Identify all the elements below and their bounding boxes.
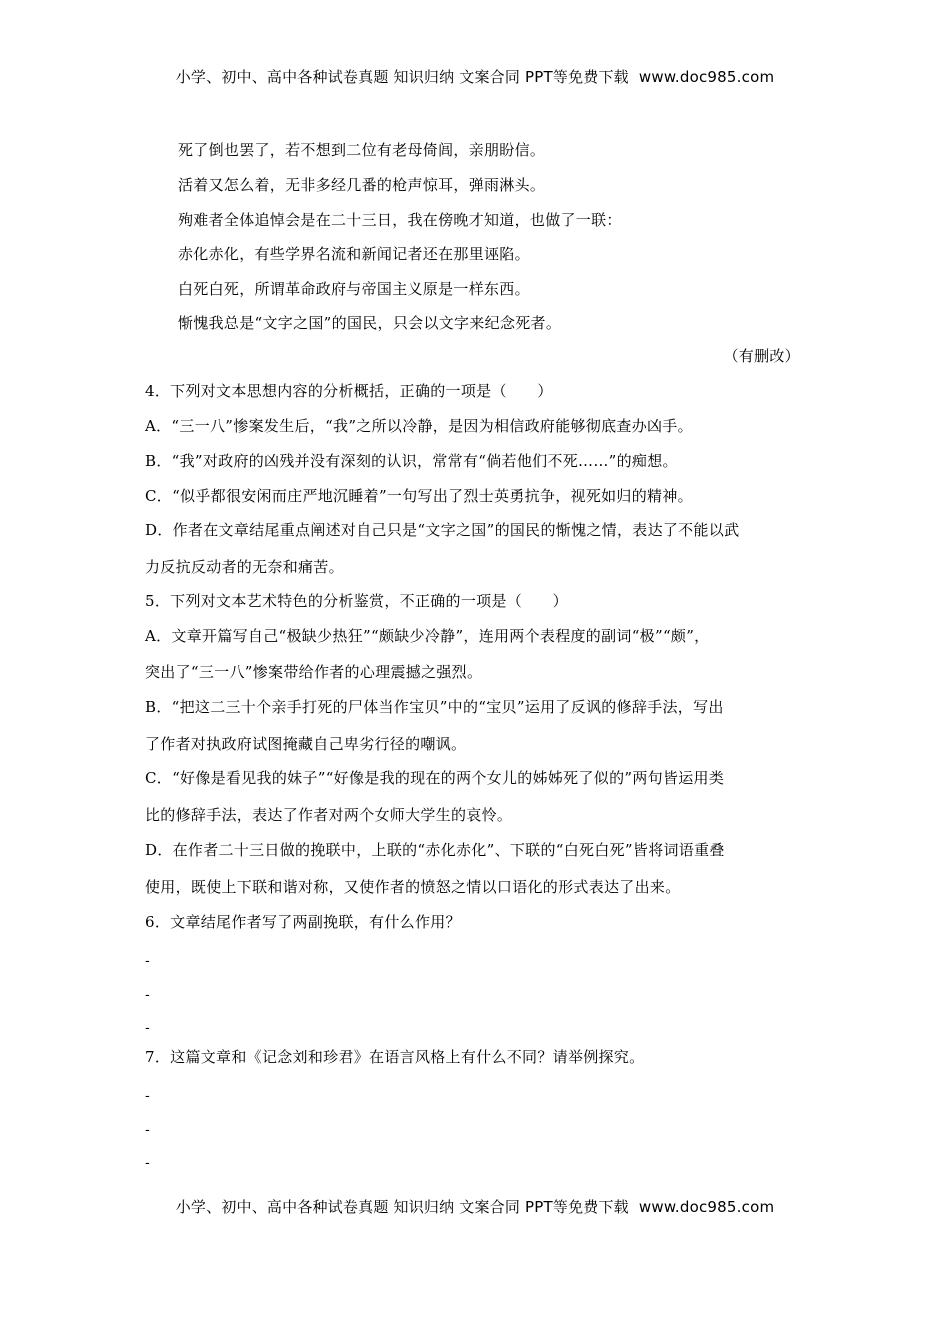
q6-answer-blank-2[interactable]: - — [145, 987, 151, 1003]
q5-option-a-line2: 突出了“三一八”惨案带给作者的心理震撼之强烈。 — [145, 663, 483, 681]
q4-stem: 4．下列对文本思想内容的分析概括，正确的一项是（ ） — [145, 382, 553, 400]
poem-line-6: 惭愧我总是“文字之国”的国民，只会以文字来纪念死者。 — [178, 314, 562, 332]
q4-option-b: B．“我”对政府的凶残并没有深刻的认识，常常有“倘若他们不死……”的痴想。 — [145, 452, 678, 470]
poem-line-4: 赤化赤化，有些学界名流和新闻记者还在那里诬陷。 — [178, 245, 530, 263]
q5-option-b-line1: B．“把这二三十个亲手打死的尸体当作宝贝”中的“宝贝”运用了反讽的修辞手法，写出 — [145, 698, 724, 716]
page-header — [0, 66, 950, 87]
footer-url[interactable]: www.doc985.com — [638, 1198, 775, 1216]
header-text: 小学、初中、高中各种试卷真题 知识归纳 文案合同 PPT等免费下载 — [175, 68, 629, 86]
q5-option-c-line2: 比的修辞手法，表达了作者对两个女师大学生的哀怜。 — [145, 806, 513, 824]
q5-option-d-line1: D．在作者二十三日做的挽联中，上联的“赤化赤化”、下联的“白死白死”皆将词语重叠 — [145, 841, 725, 859]
q5-option-b-line2: 了作者对执政府试图掩藏自己卑劣行径的嘲讽。 — [145, 735, 467, 753]
poem-line-2: 活着又怎么着，无非多经几番的枪声惊耳，弹雨淋头。 — [178, 176, 546, 194]
poem-line-1: 死了倒也罢了，若不想到二位有老母倚闾，亲朋盼信。 — [178, 141, 546, 159]
q4-option-d-line1: D．作者在文章结尾重点阐述对自己只是“文字之国”的国民的惭愧之情，表达了不能以武 — [145, 521, 740, 539]
q5-option-d-line2: 使用，既使上下联和谐对称，又使作者的愤怒之情以口语化的形式表达了出来。 — [145, 878, 681, 896]
q4-option-a: A．“三一八”惨案发生后，“我”之所以冷静，是因为相信政府能够彻底查办凶手。 — [145, 417, 693, 435]
header-url[interactable]: www.doc985.com — [638, 68, 775, 86]
poem-line-5: 白死白死，所谓革命政府与帝国主义原是一样东西。 — [178, 280, 530, 298]
source-note: （有删改） — [723, 347, 800, 365]
q7-answer-blank-2[interactable]: - — [145, 1122, 151, 1138]
q4-option-c: C．“似乎都很安闲而庄严地沉睡着”一句写出了烈士英勇抗争，视死如归的精神。 — [145, 487, 693, 505]
q7-stem: 7．这篇文章和《记念刘和珍君》在语言风格上有什么不同？请举例探究。 — [145, 1048, 645, 1066]
page-footer — [0, 1196, 950, 1217]
q5-option-a-line1: A．文章开篇写自己“极缺少热狂”“颇缺少冷静”，连用两个表程度的副词“极”“颇”， — [145, 627, 710, 645]
q7-answer-blank-1[interactable]: - — [145, 1088, 151, 1104]
q7-answer-blank-3[interactable]: - — [145, 1155, 151, 1171]
q6-answer-blank-3[interactable]: - — [145, 1020, 151, 1036]
q5-option-c-line1: C．“好像是看见我的妹子”“好像是我的现在的两个女儿的姊姊死了似的”两句皆运用类 — [145, 769, 725, 787]
poem-line-3: 殉难者全体追悼会是在二十三日，我在傍晚才知道，也做了一联： — [178, 211, 622, 229]
q6-answer-blank-1[interactable]: - — [145, 953, 151, 969]
q4-option-d-line2: 力反抗反动者的无奈和痛苦。 — [145, 558, 344, 576]
footer-text: 小学、初中、高中各种试卷真题 知识归纳 文案合同 PPT等免费下载 — [175, 1198, 629, 1216]
q6-stem: 6．文章结尾作者写了两副挽联，有什么作用？ — [145, 913, 461, 931]
q5-stem: 5．下列对文本艺术特色的分析鉴赏，不正确的一项是（ ） — [145, 592, 568, 610]
